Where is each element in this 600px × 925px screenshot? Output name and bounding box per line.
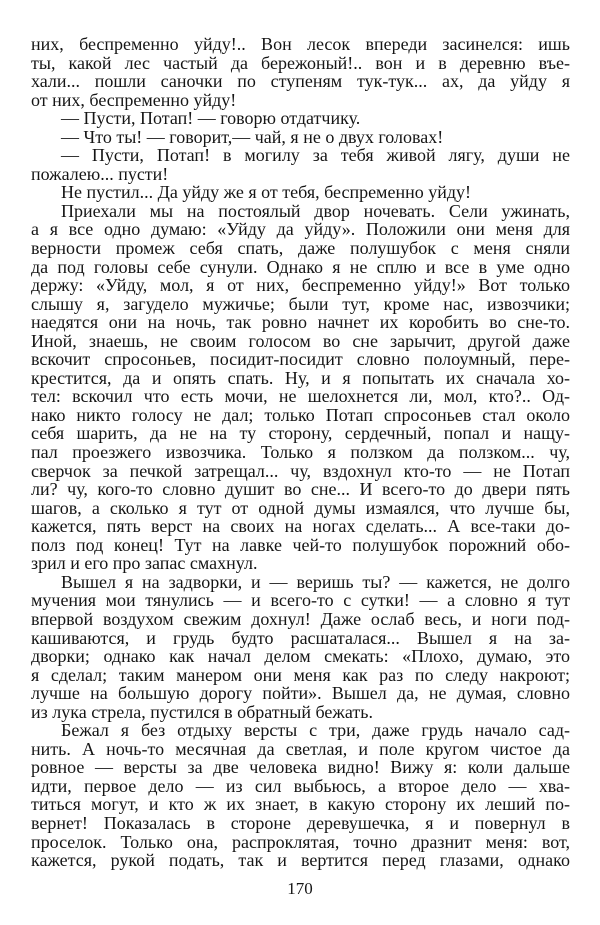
text-line: крестится, да и опять спать. Ну, и я попытать их сначала хо- <box>31 367 570 388</box>
text-line: Иной, знаешь, не своим голосом во сне зарычит, другой даже <box>31 330 570 351</box>
text-line: проселок. Только она, распроклятая, точно дразнит меня: вот, <box>31 831 570 852</box>
text-line: да под головы себе сунули. Однако я не сплю и все в уме одно <box>31 256 570 277</box>
text-line: — Что ты! — говорит,— чай, я не о двух головах! <box>61 126 444 147</box>
text-line: дворки; однако как начал делом смекать: «Плохо, думаю, это <box>31 646 570 667</box>
text-line: ты, какой лес частый да бережоный!.. вон и в деревню въе- <box>31 52 570 73</box>
paragraph <box>31 183 570 202</box>
text-line: Не пустил... Да уйду же я от тебя, беспременно уйду! <box>61 182 471 203</box>
text-line: впервой воздухом свежим дохнул! Даже ослаб весь, и ноги под- <box>31 608 570 629</box>
text-line: от них, беспременно уйду! <box>31 89 237 110</box>
text-line: идти, первое дело — из сил выбьюсь, а второе дело — хва- <box>31 775 570 796</box>
text-line: сверчок за печкой затрещал... чу, вздохнул кто-то — не Потап <box>31 460 570 481</box>
text-line: Вышел я на задворки, и — веришь ты? — кажется, не долго <box>61 571 570 592</box>
text-line: нить. А ночь-то месячная да светлая, и поле кругом чистое да <box>31 738 570 759</box>
text-line: вскочит спросоньев, посидит-посидит словно полоумный, пере- <box>31 349 570 370</box>
paragraph <box>31 573 570 721</box>
text-line: из лука стрела, пустился в обратный бежать. <box>31 701 373 722</box>
text-line: держу: «Уйду, мол, я от них, беспременно уйду!» Вот только <box>31 275 570 296</box>
paragraph <box>31 128 570 147</box>
page-number: 170 <box>287 879 313 898</box>
paragraph <box>31 146 570 183</box>
text-line: них, беспременно уйду!.. Вон лесок впереди засинелся: ишь <box>31 34 570 54</box>
text-line: лучше на большую дорогу пойти». Вышел да, не думая, словно <box>31 683 570 704</box>
text-line: тел: вскочил что есть мочи, не шелохнется ли, мол, кто?.. Од- <box>31 386 570 407</box>
text-line: хали... пошли саночки по ступеням тук-тук... ах, да уйду я <box>31 71 570 92</box>
text-line: ли? чу, кого-то словно душит во сне... И всего-то до двери пять <box>31 479 570 500</box>
text-line: пожалею... пусти! <box>31 163 169 184</box>
text-line: нако никто голосу не дал; только Потап спросоньев стал около <box>31 404 570 425</box>
text-line: я сделал; таким манером они меня как раз по следу накроют; <box>31 664 570 685</box>
text-line: вернет! Показалась в стороне деревушечка, я и повернул в <box>31 812 570 833</box>
book-page-text <box>31 35 570 870</box>
text-line: — Пусти, Потап! — говорю отдатчику. <box>61 108 361 129</box>
text-line: полз под конец! Тут на лавке чей-то полушубок порожний обо- <box>31 534 570 555</box>
text-line: ровное — версты за две человека видно! Вижу я: коли дальше <box>31 757 570 778</box>
text-line: себя шарить, да не на ту сторону, сердечный, попал и нащу- <box>31 423 570 444</box>
text-line: пал проезжего извозчика. Только я ползком да ползком... чу, <box>31 442 570 463</box>
text-line: шагов, а сколько я тут от одной думы измаялся, что лучше бы, <box>31 497 570 518</box>
paragraph <box>31 721 570 869</box>
text-line: верности промеж себя спать, даже полушубок с меня сняли <box>31 238 570 259</box>
text-line: кашиваются, и грудь будто расшаталася... Вышел я на за- <box>31 627 570 648</box>
text-line: Бежал я без отдыху версты с три, даже грудь начало сад- <box>61 720 570 741</box>
text-line: — Пусти, Потап! в могилу за тебя живой лягу, души не <box>61 145 570 166</box>
text-line: зрил и его про запас смахнул. <box>31 553 258 574</box>
text-line: титься могут, и кто ж их знает, в какую сторону их леший по- <box>31 794 570 815</box>
text-line: слышу я, загудело мужичье; были тут, кроме нас, извозчики; <box>31 293 570 314</box>
text-line: кажется, рукой подать, так и вертится перед глазами, однако <box>31 850 570 871</box>
text-line: кажется, пять верст на своих на ногах сделать... А все-таки до- <box>31 516 570 537</box>
text-line: а я все одно думаю: «Уйду да уйду». Положили они меня для <box>31 219 570 240</box>
paragraph <box>31 109 570 128</box>
text-line: мучения мои тянулись — и всего-то с сутки! — а словно я тут <box>31 590 570 611</box>
text-line: наедятся они на ночь, так ровно начнет их коробить во сне-то. <box>31 312 570 333</box>
paragraph <box>31 35 570 109</box>
text-line: Приехали мы на постоялый двор ночевать. Сели ужинать, <box>61 200 570 221</box>
paragraph <box>31 202 570 573</box>
